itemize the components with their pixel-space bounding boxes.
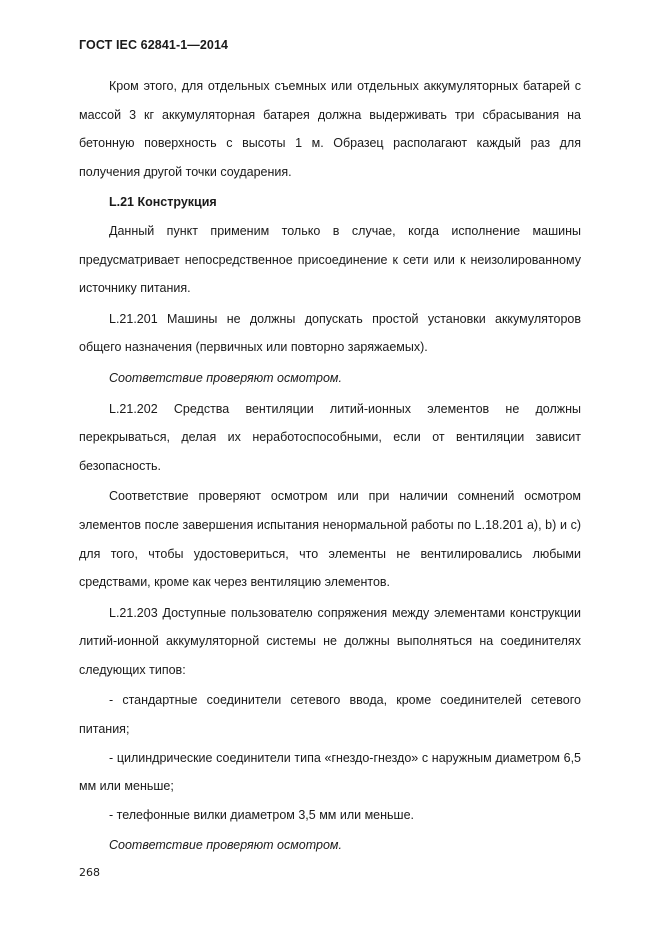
list-item-mains-inlet: - стандартные соединители сетевого ввода, кроме соединителей сетевого питания;	[79, 693, 581, 737]
paragraph-l21-203: L.21.203 Доступные пользователю сопряжения между элементами конструкции литий-ионной аккумуляторной системы не должны выполняться на соединителях следующих типов:	[79, 605, 581, 677]
document-header: ГОСТ IEC 62841-1—2014	[79, 38, 229, 52]
list-item-barrel-connector: - цилиндрические соединители типа «гнездо-гнездо» с наружным диаметром 6,5 мм или меньше;	[79, 750, 581, 794]
section-heading-l21: L.21 Конструкция	[109, 195, 217, 210]
paragraph-l21-201: L.21.201 Машины не должны допускать простой установки аккумуляторов общего назначения (первичных или повторно заряжаемых).	[79, 311, 581, 355]
page-number: 268	[79, 866, 100, 879]
compliance-note: Соответствие проверяют осмотром.	[109, 838, 342, 853]
compliance-note: Соответствие проверяют осмотром.	[109, 370, 342, 385]
paragraph-drop-test: Кром этого, для отдельных съемных или отдельных аккумуляторных батарей с массой 3 кг аккумуляторная батарея должна выдерживать три сбрасывания на бетонную поверхность с высоты 1 м. Образец располагают каждый раз для получения другой точки соударения.	[79, 79, 581, 179]
paragraph-compliance-vent: Соответствие проверяют осмотром или при наличии сомнений осмотром элементов после завершения испытания ненормальной работы по L.18.201 a), b) и c) для того, чтобы удостовериться, что элементы не вентилировались любыми средствами, кроме как через вентиляцию элементов.	[79, 489, 581, 590]
paragraph-l21-202: L.21.202 Средства вентиляции литий-ионных элементов не должны перекрываться, делая их неработоспособными, если от вентиляции зависит безопасность.	[79, 401, 581, 473]
document-body	[79, 72, 581, 862]
list-item-phone-plug: - телефонные вилки диаметром 3,5 мм или меньше.	[109, 807, 415, 822]
paragraph-scope: Данный пункт применим только в случае, когда исполнение машины предусматривает непосредственное присоединение к сети или к неизолированному источнику питания.	[79, 223, 581, 296]
